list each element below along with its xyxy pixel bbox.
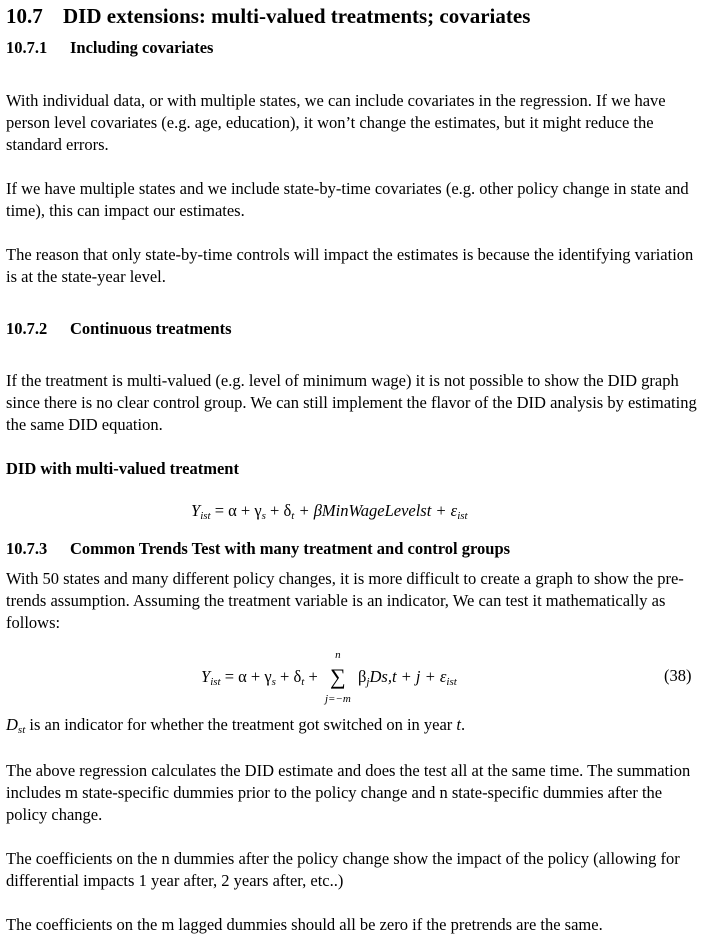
eq-sub: s xyxy=(271,676,276,688)
eq-sub: j xyxy=(366,676,370,688)
eq-term: β xyxy=(358,667,367,686)
paragraph-text: The coefficients on the m lagged dummies should all be zero if the pretrends are the same. xyxy=(6,915,603,934)
subsection-number: 10.7.3 xyxy=(6,539,48,558)
eq-sub: ist xyxy=(457,510,468,522)
equation-common-trends xyxy=(201,649,457,706)
paragraph-text: If we have multiple states and we include state-by-time covariates (e.g. other policy change in state and time), this can impact our estimates. xyxy=(6,179,689,220)
paragraph xyxy=(6,178,700,222)
equation-did-multivalued xyxy=(191,500,468,527)
dst-sub: st xyxy=(17,724,26,736)
summation-symbol xyxy=(322,649,354,706)
subsection-title: Common Trends Test with many treatment and control groups xyxy=(70,539,511,558)
eq-term: = α + γ xyxy=(224,667,272,686)
section-title: DID extensions: multi-valued treatments; covariates xyxy=(63,4,531,28)
paragraph-text: With individual data, or with multiple states, we can include covariates in the regression. If we have person level covariates (e.g. age, education), it won’t change the estimates, but it might reduce the standard errors. xyxy=(6,91,666,154)
section-heading xyxy=(6,3,530,29)
dst-text: is an indicator for whether the treatment got switched on in year xyxy=(29,715,453,734)
paragraph-text: $D_{st}$ is an indicator for whether the treatment got switched on in year t. xyxy=(6,715,466,736)
paragraph-text: If the treatment is multi-valued (e.g. level of minimum wage) it is not possible to show the DID graph since there is no clear control group. We can still implement the flavor of the DID analysis by estimating the same DID equation. xyxy=(6,371,697,434)
subsection-title: Continuous treatments xyxy=(70,319,232,338)
dst-t: t xyxy=(456,715,462,734)
eq-lhs: Y xyxy=(201,667,211,686)
dst-symbol: D xyxy=(6,715,18,734)
paragraph xyxy=(6,90,700,156)
eq-term: + δ xyxy=(265,501,292,520)
subsection-title: Including covariates xyxy=(70,38,214,57)
eq-term: = α + γ xyxy=(214,501,262,520)
paragraph-text: With 50 states and many different policy changes, it is more difficult to create a graph to show the pre-trends assumption. Assuming the treatment variable is an indicator, We can test it mathematically as follows: xyxy=(6,569,684,632)
summation-upper: n xyxy=(335,649,341,662)
paragraph xyxy=(6,914,700,936)
eq-sub: ist xyxy=(210,676,221,688)
paragraph xyxy=(6,848,700,892)
eq-sub: s xyxy=(261,510,266,522)
eq-term: + δ xyxy=(275,667,302,686)
paragraph xyxy=(6,760,700,826)
run-in-heading xyxy=(6,458,700,480)
eq-sub: ist xyxy=(200,510,211,522)
summation-lower: j=−m xyxy=(324,693,351,706)
subsection-number: 10.7.2 xyxy=(6,319,48,338)
paragraph-text: The above regression calculates the DID estimate and does the test all at the same time. The summation includes m state-specific dummies prior to the policy change and n state-specific dummies after the policy change. xyxy=(6,761,691,824)
eq-term: Ds,t + j + ε xyxy=(369,667,447,686)
eq-lhs: Y xyxy=(191,501,201,520)
section-number: 10.7 xyxy=(6,4,43,28)
eq-sub: ist xyxy=(446,676,457,688)
eq-term: + βMinWageLevelst + ε xyxy=(294,501,458,520)
sigma-icon: ∑ xyxy=(330,664,346,690)
eq-term: + xyxy=(304,667,322,686)
eq-sub: t xyxy=(301,676,305,688)
subsection-heading xyxy=(6,318,232,340)
eq-sub: t xyxy=(291,510,295,522)
subsection-number: 10.7.1 xyxy=(6,38,48,57)
equation-number: (38) xyxy=(664,666,692,685)
paragraph-text: The coefficients on the n dummies after the policy change show the impact of the policy (allowing for differential impacts 1 year after, 2 years after, etc..) xyxy=(6,849,680,890)
paragraph xyxy=(6,568,700,634)
subsection-heading xyxy=(6,37,213,59)
paragraph xyxy=(6,244,700,288)
paragraph xyxy=(6,714,700,741)
run-in-heading-text: DID with multi-valued treatment xyxy=(6,459,239,478)
subsection-heading xyxy=(6,538,510,560)
paragraph xyxy=(6,370,700,436)
paragraph-text: The reason that only state-by-time controls will impact the estimates is because the identifying variation is at the state-year level. xyxy=(6,245,694,286)
